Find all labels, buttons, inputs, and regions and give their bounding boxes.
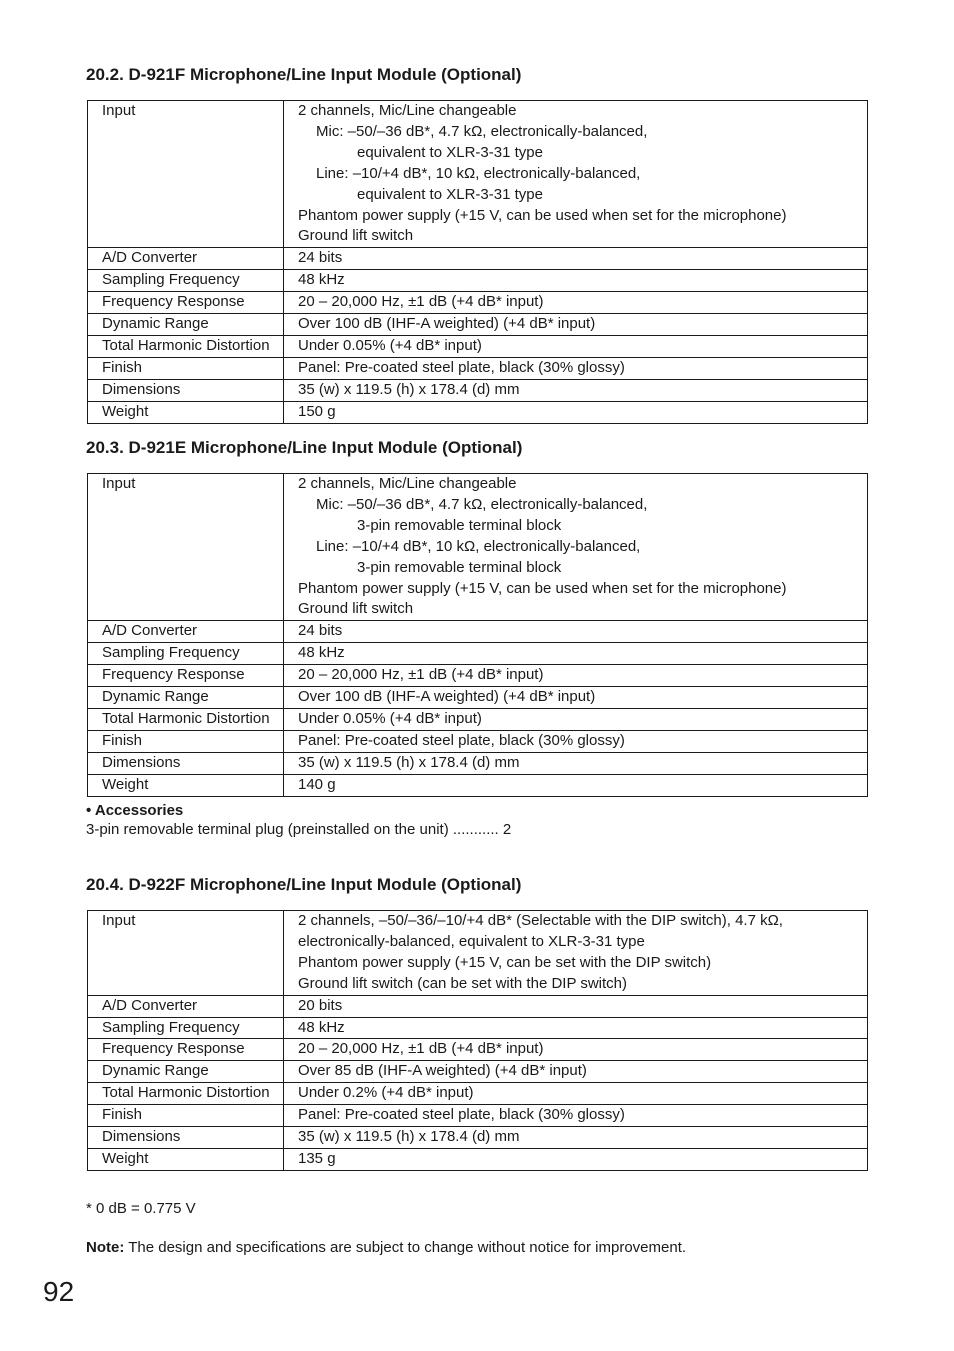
spec-value: Panel: Pre-coated steel plate, black (30% glossy) <box>284 730 868 752</box>
spec-value-line: Ground lift switch <box>298 227 414 245</box>
spec-row <box>88 248 868 270</box>
spec-label: Total Harmonic Distortion <box>88 708 284 730</box>
spec-label: Sampling Frequency <box>88 270 284 292</box>
spec-value: 35 (w) x 119.5 (h) x 178.4 (d) mm <box>284 379 868 401</box>
spec-value: 20 – 20,000 Hz, ±1 dB (+4 dB* input) <box>284 665 868 687</box>
spec-row <box>88 1039 868 1061</box>
spec-row <box>88 708 868 730</box>
spec-row <box>88 730 868 752</box>
spec-label: Weight <box>88 401 284 423</box>
spec-table-d921e <box>87 473 868 797</box>
spec-label: Finish <box>88 1105 284 1127</box>
spec-row <box>88 1105 868 1127</box>
spec-label: Dimensions <box>88 379 284 401</box>
spec-value-line: Ground lift switch (can be set with the DIP switch) <box>298 974 628 992</box>
spec-label: Finish <box>88 730 284 752</box>
spec-label: Total Harmonic Distortion <box>88 1083 284 1105</box>
spec-row <box>88 314 868 336</box>
spec-value: 20 – 20,000 Hz, ±1 dB (+4 dB* input) <box>284 292 868 314</box>
spec-row <box>88 1061 868 1083</box>
spec-label: Frequency Response <box>88 665 284 687</box>
spec-row <box>88 1017 868 1039</box>
spec-label: Frequency Response <box>88 292 284 314</box>
spec-value-line: Line: –10/+4 dB*, 10 kΩ, electronically-balanced, <box>316 164 641 182</box>
spec-value: 135 g <box>284 1148 868 1170</box>
spec-label: Input <box>88 911 284 996</box>
spec-row <box>88 1083 868 1105</box>
spec-label: A/D Converter <box>88 621 284 643</box>
footnote: * 0 dB = 0.775 V <box>86 1200 196 1217</box>
spec-label: Sampling Frequency <box>88 1017 284 1039</box>
spec-row <box>88 752 868 774</box>
spec-value: 24 bits <box>284 621 868 643</box>
spec-label: Dimensions <box>88 1127 284 1149</box>
spec-value-line: Mic: –50/–36 dB*, 4.7 kΩ, electronically-balanced, <box>316 122 648 140</box>
spec-table-body <box>88 474 868 797</box>
spec-label: Input <box>88 101 284 248</box>
spec-value: 24 bits <box>284 248 868 270</box>
spec-label: A/D Converter <box>88 248 284 270</box>
spec-label: A/D Converter <box>88 995 284 1017</box>
accessories-heading: • Accessories <box>86 802 184 819</box>
spec-value: 35 (w) x 119.5 (h) x 178.4 (d) mm <box>284 752 868 774</box>
spec-value: Panel: Pre-coated steel plate, black (30% glossy) <box>284 357 868 379</box>
spec-value-line: Mic: –50/–36 dB*, 4.7 kΩ, electronically-balanced, <box>316 495 648 513</box>
spec-value: 35 (w) x 119.5 (h) x 178.4 (d) mm <box>284 1127 868 1149</box>
spec-value-line: 3-pin removable terminal block <box>357 558 562 576</box>
note-text: The design and specifications are subject to change without notice for improvement. <box>124 1239 687 1256</box>
section-heading-d922f: 20.4. D-922F Microphone/Line Input Module (Optional) <box>86 875 522 894</box>
spec-table-body <box>88 101 868 424</box>
note-label: Note: <box>86 1239 125 1256</box>
spec-label: Weight <box>88 1148 284 1170</box>
spec-value: Panel: Pre-coated steel plate, black (30% glossy) <box>284 1105 868 1127</box>
spec-value: 20 – 20,000 Hz, ±1 dB (+4 dB* input) <box>284 1039 868 1061</box>
spec-row <box>88 270 868 292</box>
spec-value <box>284 474 868 621</box>
spec-value: 140 g <box>284 774 868 796</box>
spec-row <box>88 665 868 687</box>
spec-row-input <box>88 474 868 621</box>
spec-value: Under 0.05% (+4 dB* input) <box>284 708 868 730</box>
spec-value: Under 0.2% (+4 dB* input) <box>284 1083 868 1105</box>
spec-value: Over 100 dB (IHF-A weighted) (+4 dB* input) <box>284 314 868 336</box>
spec-value-line: Ground lift switch <box>298 600 414 618</box>
section-heading-d921f: 20.2. D-921F Microphone/Line Input Module (Optional) <box>86 65 522 84</box>
spec-label: Dynamic Range <box>88 1061 284 1083</box>
spec-label: Weight <box>88 774 284 796</box>
spec-value-line: 2 channels, Mic/Line changeable <box>298 475 517 492</box>
spec-label: Total Harmonic Distortion <box>88 335 284 357</box>
spec-value-line: Line: –10/+4 dB*, 10 kΩ, electronically-balanced, <box>316 537 641 555</box>
spec-value: Over 85 dB (IHF-A weighted) (+4 dB* input) <box>284 1061 868 1083</box>
section-heading-d921e: 20.3. D-921E Microphone/Line Input Module (Optional) <box>86 438 523 457</box>
spec-value <box>284 911 868 996</box>
spec-value-line: 2 channels, –50/–36/–10/+4 dB* (Selectable with the DIP switch), 4.7 kΩ, <box>298 912 783 929</box>
spec-label: Frequency Response <box>88 1039 284 1061</box>
spec-table-body <box>88 911 868 1171</box>
spec-row <box>88 774 868 796</box>
spec-row <box>88 379 868 401</box>
spec-row <box>88 357 868 379</box>
spec-row <box>88 621 868 643</box>
note <box>86 1238 686 1257</box>
spec-row <box>88 1148 868 1170</box>
spec-row <box>88 335 868 357</box>
spec-row <box>88 1127 868 1149</box>
spec-table-d922f <box>87 910 868 1171</box>
spec-value-line: Phantom power supply (+15 V, can be set with the DIP switch) <box>298 953 712 971</box>
spec-value-line: equivalent to XLR-3-31 type <box>357 143 543 161</box>
spec-value-line: electronically-balanced, equivalent to XLR-3-31 type <box>298 932 645 950</box>
spec-value-line: 3-pin removable terminal block <box>357 516 562 534</box>
spec-row <box>88 292 868 314</box>
spec-value: 150 g <box>284 401 868 423</box>
spec-row <box>88 401 868 423</box>
spec-value: Over 100 dB (IHF-A weighted) (+4 dB* input) <box>284 687 868 709</box>
spec-row-input <box>88 911 868 996</box>
page-number: 92 <box>43 1276 75 1307</box>
accessories-item: 3-pin removable terminal plug (preinstalled on the unit) ........... 2 <box>86 821 512 838</box>
spec-label: Dimensions <box>88 752 284 774</box>
spec-value-line: 2 channels, Mic/Line changeable <box>298 102 517 119</box>
spec-value: 20 bits <box>284 995 868 1017</box>
spec-label: Finish <box>88 357 284 379</box>
spec-value-line: equivalent to XLR-3-31 type <box>357 185 543 203</box>
spec-label: Dynamic Range <box>88 314 284 336</box>
spec-value-line: Phantom power supply (+15 V, can be used when set for the microphone) <box>298 206 787 224</box>
spec-value: 48 kHz <box>284 1017 868 1039</box>
spec-row-input <box>88 101 868 248</box>
spec-table-d921f <box>87 100 868 424</box>
spec-label: Input <box>88 474 284 621</box>
spec-value <box>284 101 868 248</box>
spec-row <box>88 643 868 665</box>
spec-value: 48 kHz <box>284 270 868 292</box>
spec-label: Sampling Frequency <box>88 643 284 665</box>
spec-row <box>88 995 868 1017</box>
spec-value: Under 0.05% (+4 dB* input) <box>284 335 868 357</box>
spec-label: Dynamic Range <box>88 687 284 709</box>
spec-value: 48 kHz <box>284 643 868 665</box>
spec-row <box>88 687 868 709</box>
spec-value-line: Phantom power supply (+15 V, can be used when set for the microphone) <box>298 579 787 597</box>
